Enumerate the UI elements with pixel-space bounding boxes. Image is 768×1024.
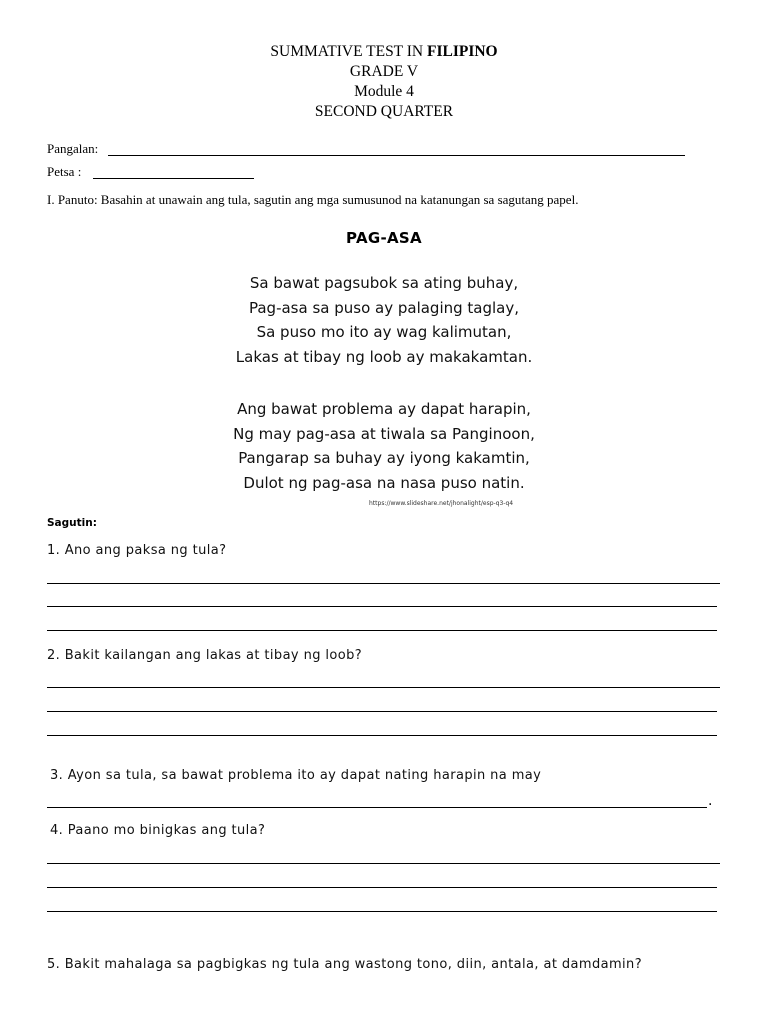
question-4: 4. Paano mo binigkas ang tula?	[50, 823, 266, 838]
answer-line-4b[interactable]	[47, 887, 717, 888]
poem-line: Sa puso mo ito ay wag kalimutan,	[256, 323, 512, 341]
module-label: Module 4	[354, 83, 414, 100]
date-blank-line[interactable]	[93, 178, 254, 179]
test-header	[0, 42, 768, 122]
poem-line: Dulot ng pag-asa na nasa puso natin.	[243, 473, 525, 492]
instruction-text: I. Panuto: Basahin at unawain ang tula, sagutin ang mga sumusunod na katanungan sa sagutang papel.	[47, 192, 579, 207]
poem-line: Ng may pag-asa at tiwala sa Panginoon,	[233, 424, 535, 443]
question-1: 1. Ano ang paksa ng tula?	[47, 543, 227, 558]
test-title: SUMMATIVE TEST IN FILIPINO	[270, 43, 498, 60]
poem-stanza-1	[0, 271, 768, 369]
answer-line-4a[interactable]	[47, 863, 720, 864]
answer-line-1a[interactable]	[47, 583, 720, 584]
question-3: 3. Ayon sa tula, sa bawat problema ito ay dapat nating harapin na may	[50, 768, 542, 783]
answer-line-2a[interactable]	[47, 687, 720, 688]
answer-section-label: Sagutin:	[47, 517, 97, 529]
poem-line: Sa bawat pagsubok sa ating buhay,	[249, 274, 519, 292]
poem-line: Pag-asa sa puso ay palaging taglay,	[248, 298, 520, 317]
date-field	[47, 163, 257, 181]
question-5: 5. Bakit mahalaga sa pagbigkas ng tula ang wastong tono, diin, antala, at damdamin?	[47, 957, 642, 972]
answer-line-2b[interactable]	[47, 711, 717, 712]
quarter-label: SECOND QUARTER	[314, 103, 454, 120]
name-blank-line[interactable]	[108, 155, 685, 156]
answer-line-2c[interactable]	[47, 735, 717, 736]
name-label: Pangalan:	[47, 141, 99, 156]
poem-line: Lakas at tibay ng loob ay makakamtan.	[235, 347, 533, 366]
name-field	[47, 140, 687, 158]
question-2: 2. Bakit kailangan ang lakas at tibay ng loob?	[47, 648, 363, 663]
poem-stanza-2	[0, 397, 768, 495]
answer-line-4c[interactable]	[47, 911, 717, 912]
poem-source-link[interactable]: https://www.slideshare.net/jhonalight/esp-q3-q4	[369, 500, 514, 507]
test-subject: FILIPINO	[426, 43, 498, 60]
answer-line-1b[interactable]	[47, 606, 717, 607]
poem-line: Pangarap sa buhay ay iyong kakamtin,	[238, 449, 530, 467]
answer-line-1c[interactable]	[47, 630, 717, 631]
grade-level: GRADE V	[349, 63, 419, 80]
date-label: Petsa :	[47, 164, 82, 179]
poem-title: PAG-ASA	[346, 229, 422, 247]
poem-line: Ang bawat problema ay dapat harapin,	[237, 400, 531, 418]
question-3-period: .	[708, 793, 713, 809]
answer-line-3[interactable]	[47, 807, 707, 808]
